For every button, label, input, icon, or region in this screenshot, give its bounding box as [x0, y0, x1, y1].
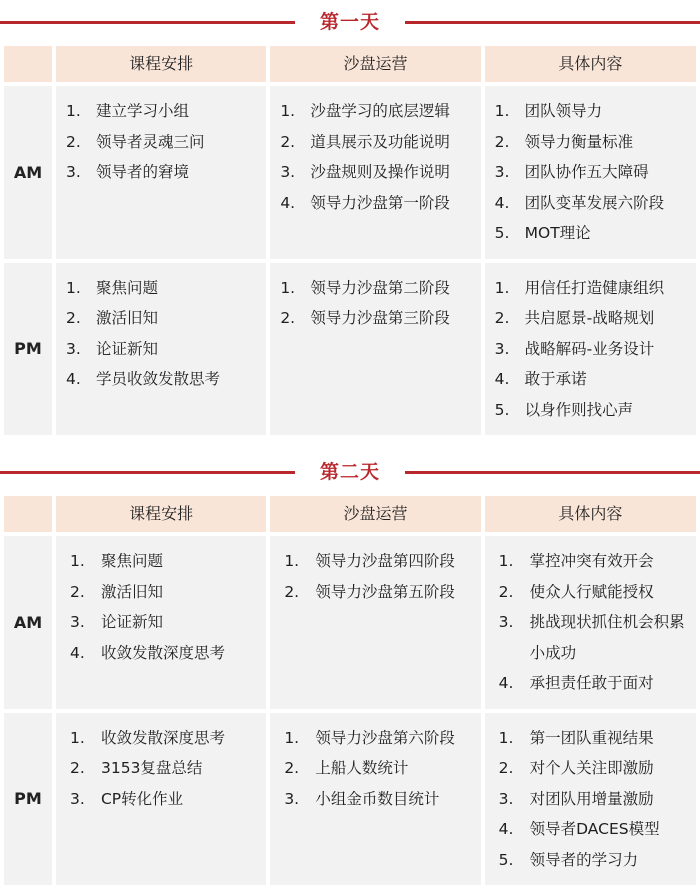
day-2-title-row [0, 452, 700, 492]
list-item: 1. 第一团队重视结果 [498, 728, 654, 747]
day-2-schedule-table [0, 492, 700, 889]
list-item: 1. 团队领导力 [494, 102, 603, 120]
schedule-cell [56, 713, 266, 886]
list-item: 1. 聚焦问题 [65, 278, 158, 297]
list-item: 3. 战略解码-业务设计 [494, 339, 655, 358]
content-cell [485, 263, 696, 436]
list-item: 1. 沙盘学习的底层逻辑 [280, 102, 450, 120]
list-item: 2. 领导力衡量标准 [494, 132, 634, 151]
list-item: 4. 承担责任敢于面对 [498, 674, 654, 692]
list-item: 2. 3153复盘总结 [69, 759, 203, 777]
header-sandbox: 沙盘运营 [270, 496, 480, 532]
header-content: 具体内容 [485, 496, 696, 532]
list-item: 3. 论证新知 [69, 613, 163, 631]
list-item: 2. 共启愿景-战略规划 [494, 309, 655, 327]
list-item: 3. 挑战现状抓住机会积累小成功 [498, 613, 685, 662]
schedule-cell [56, 263, 266, 436]
header-corner [4, 46, 52, 82]
list-item: 1. 领导力沙盘第二阶段 [280, 278, 450, 297]
list-item: 3. 团队协作五大障碍 [494, 163, 649, 181]
header-content: 具体内容 [485, 46, 696, 82]
sandbox-cell [270, 263, 480, 436]
day-2-title: 第二天 [319, 461, 380, 483]
list-item: 1. 收敛发散深度思考 [69, 728, 225, 747]
day-1-schedule-table [0, 42, 700, 439]
period-row-pm [4, 263, 696, 436]
sandbox-list [270, 713, 480, 825]
period-label: PM [4, 713, 52, 886]
list-item: 5. 领导者的学习力 [498, 850, 639, 869]
list-item: 1. 领导力沙盘第四阶段 [284, 552, 455, 570]
period-row-am [4, 536, 696, 709]
list-item: 4. 领导力沙盘第一阶段 [280, 193, 450, 212]
content-list [485, 86, 696, 259]
list-item: 4. 学员收敛发散思考 [65, 370, 220, 388]
list-item: 3. CP转化作业 [69, 789, 184, 808]
list-item: 3. 领导者的窘境 [65, 163, 189, 181]
sandbox-cell [270, 713, 480, 886]
list-item: 3. 小组金币数目统计 [284, 789, 440, 808]
list-item: 2. 领导者灵魂三问 [65, 132, 205, 151]
content-list [485, 713, 696, 886]
schedule-list [56, 263, 266, 405]
period-label: AM [4, 86, 52, 259]
list-item: 3. 对团队用增量激励 [498, 789, 654, 808]
list-item: 3. 论证新知 [65, 339, 158, 358]
day-1-title: 第一天 [319, 11, 380, 33]
content-cell [485, 86, 696, 259]
list-item: 1. 领导力沙盘第六阶段 [284, 728, 455, 747]
schedule-list [56, 713, 266, 825]
header-corner [4, 496, 52, 532]
header-schedule: 课程安排 [56, 46, 266, 82]
list-item: 1. 建立学习小组 [65, 102, 189, 120]
list-item: 2. 激活旧知 [65, 309, 158, 327]
list-item: 4. 敢于承诺 [494, 370, 587, 388]
sandbox-list [270, 263, 480, 344]
list-item: 2. 上船人数统计 [284, 759, 409, 777]
list-item: 4. 领导者DACES模型 [498, 820, 660, 838]
list-item: 4. 收敛发散深度思考 [69, 643, 225, 662]
schedule-list [56, 536, 266, 678]
header-schedule: 课程安排 [56, 496, 266, 532]
list-item: 4. 团队变革发展六阶段 [494, 193, 665, 212]
content-list [485, 263, 696, 436]
sandbox-list [270, 86, 480, 228]
list-item: 5. MOT理论 [494, 224, 591, 242]
sandbox-cell [270, 536, 480, 709]
list-item: 5. 以身作则找心声 [494, 400, 634, 419]
sandbox-list [270, 536, 480, 617]
schedule-cell [56, 86, 266, 259]
content-list [485, 536, 696, 709]
list-item: 2. 领导力沙盘第五阶段 [284, 582, 455, 601]
content-cell [485, 536, 696, 709]
schedule-list [56, 86, 266, 198]
table-header-row [4, 496, 696, 532]
list-item: 2. 领导力沙盘第三阶段 [280, 309, 450, 327]
list-item: 2. 使众人行赋能授权 [498, 582, 654, 601]
period-row-pm [4, 713, 696, 886]
header-sandbox: 沙盘运营 [270, 46, 480, 82]
period-label: PM [4, 263, 52, 436]
content-cell [485, 713, 696, 886]
sandbox-cell [270, 86, 480, 259]
list-item: 2. 对个人关注即激励 [498, 759, 654, 777]
day-1-title-row [0, 2, 700, 42]
list-item: 2. 激活旧知 [69, 582, 163, 601]
list-item: 1. 用信任打造健康组织 [494, 278, 665, 297]
list-item: 1. 掌控冲突有效开会 [498, 552, 654, 570]
schedule-cell [56, 536, 266, 709]
list-item: 2. 道具展示及功能说明 [280, 132, 450, 151]
period-row-am [4, 86, 696, 259]
table-header-row [4, 46, 696, 82]
list-item: 1. 聚焦问题 [69, 552, 163, 570]
period-label: AM [4, 536, 52, 709]
list-item: 3. 沙盘规则及操作说明 [280, 163, 450, 181]
